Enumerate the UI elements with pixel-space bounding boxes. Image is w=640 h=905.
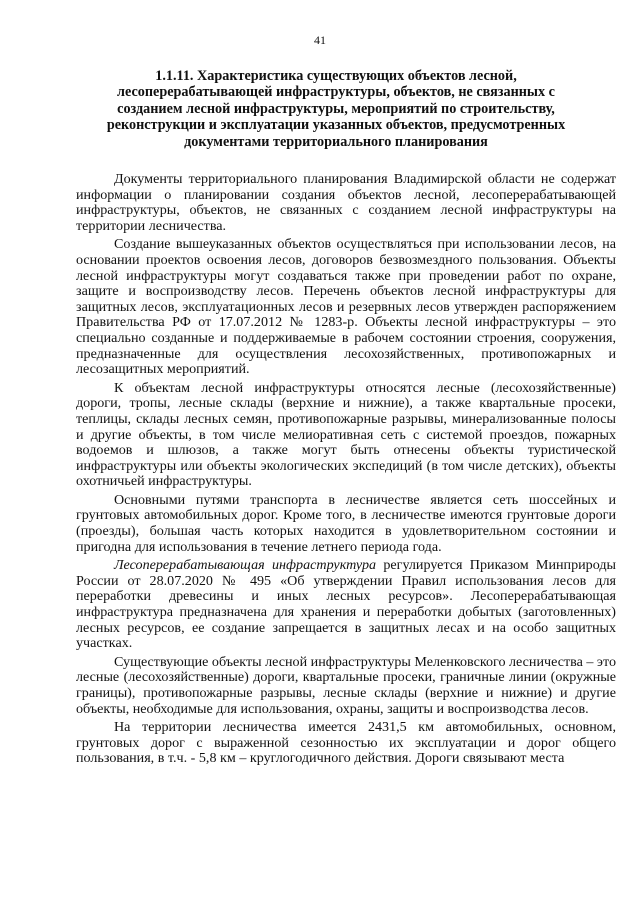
paragraph-transport-routes: Основными путями транспорта в лесничестве является сеть шоссейных и грунтовых автомобильных дорог. Кроме того, в лесничестве имеются грунтовые дороги (проезды), большая часть которых находится в удовлетворительном состоянии и пригодна для использования в течение летнего периода года.	[76, 491, 616, 555]
section-heading: 1.1.11. Характеристика существующих объектов лесной, лесоперерабатывающей инфраструктуры, объектов, не связанных с созданием лесной инфраструктуры, мероприятий по строительству, реконструкции и эксплуатации указанных объектов, предусмотренных документами территориального планирования	[106, 68, 566, 150]
paragraph-processing-infrastructure	[76, 558, 616, 652]
page-number: 41	[314, 33, 326, 47]
paragraph-existing-objects: Существующие объекты лесной инфраструктуры Меленковского лесничества – это лесные (лесохозяйственные) дороги, квартальные просеки, граничные линии (окружные границы), противопожарные разрывы, лесные склады (верхние и нижние) и другие объекты, необходимые для использования, охраны, защиты и воспроизводства лесов.	[76, 653, 616, 717]
italic-term: Лесоперерабатывающая инфраструктура	[114, 557, 377, 574]
paragraph-creation-of-objects: Создание вышеуказанных объектов осуществляться при использовании лесов, на основании проектов освоения лесов, договоров безвозмездного пользования. Объекты лесной инфраструктуры могут создаваться также при проведении работ по охране, защите и воспроизводству лесов. Перечень объектов лесной инфраструктуры для защитных лесов, эксплуатационных лесов и резервных лесов утвержден распоряжением Правительства РФ от 17.07.2012 № 1283-р. Объекты лесной инфраструктуры – это специально созданные и поддерживаемые в рабочем состоянии строения, сооружения, предназначенные для осуществления лесохозяйственных, противопожарных и лесозащитных мероприятий.	[76, 236, 616, 378]
paragraph-text: регулируется Приказом Минприроды России от 28.07.2020 № 495 «Об утверждении Правил использования лесов для переработки древесины и иных лесных ресурсов». Лесоперерабатывающая инфраструктура предназначена для хранения и переработки добытых (заготовленных) лесных ресурсов, ее создание запрещается в защитных лесах и на особо защитных участках.	[76, 557, 616, 652]
paragraph-territorial-planning: Документы территориального планирования Владимирской области не содержат информации о планировании создания объектов лесной, лесоперерабатывающей инфраструктуры, объектов, не связанных с созданием лесной инфраструктуры на территории лесничества.	[76, 171, 616, 234]
paragraph-roads: На территории лесничества имеется 2431,5 км автомобильных, основном, грунтовых дорог с выраженной сезонностью их эксплуатации и дорог общего пользования, в т.ч. - 5,8 км – круглогодичного действия. Дороги связывают места	[76, 719, 616, 767]
body-text	[76, 172, 616, 767]
paragraph-infrastructure-objects: К объектам лесной инфраструктуры относятся лесные (лесохозяйственные) дороги, тропы, лесные склады (верхние и нижние), а также квартальные просеки, теплицы, склады лесных семян, противопожарные разрывы, минерализованные полосы и другие объекты, в том числе мелиоративная сеть с системой проездов, пожарных водоемов и шлюзов, а также могут быть отнесены объекты туристической инфраструктуры или объекты экологических экспедиций (в том числе детских), объекты охотничьей инфраструктуры.	[76, 379, 616, 490]
